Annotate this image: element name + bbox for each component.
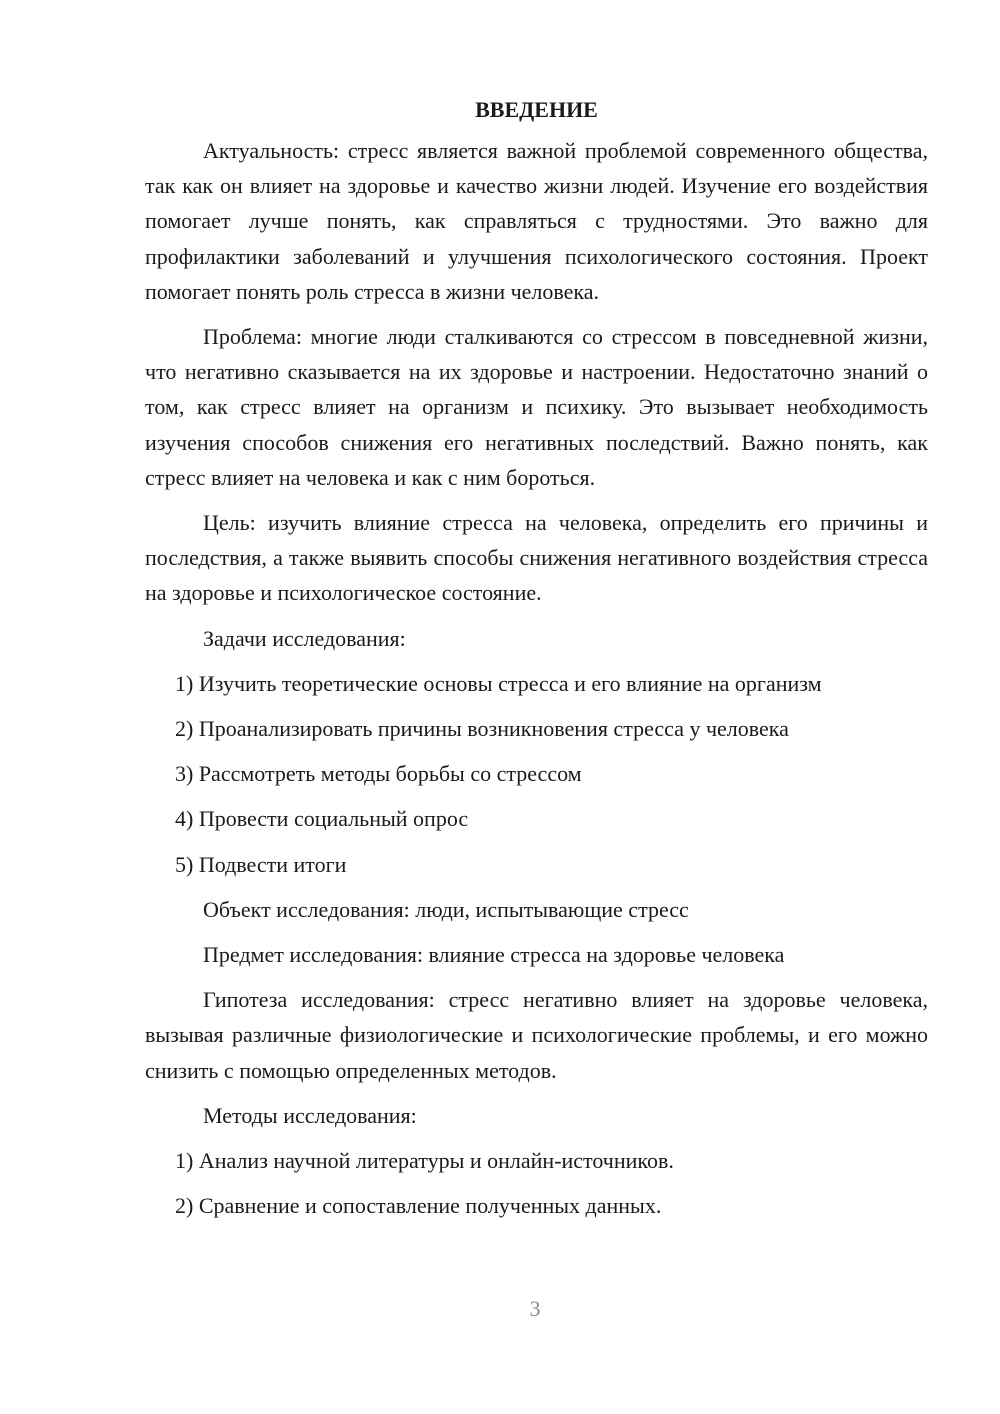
goal-paragraph: Цель: изучить влияние стресса на человека, определить его причины и последствия, а также выявить способы снижения негативного воздействия стресса на здоровье и психологическое состояние. xyxy=(145,510,928,606)
method-item: 2) Сравнение и сопоставление полученных данных. xyxy=(175,1193,662,1219)
task-item: 2) Проанализировать причины возникновения стресса у человека xyxy=(175,716,789,742)
object-line: Объект исследования: люди, испытывающие стресс xyxy=(203,896,689,922)
task-item: 4) Провести социальный опрос xyxy=(175,806,469,832)
tasks-label: Задачи исследования: xyxy=(203,625,406,651)
problem-paragraph: Проблема: многие люди сталкиваются со стрессом в повседневной жизни, что негативно сказывается на их здоровье и настроении. Недостаточно знаний о том, как стресс влияет на организм и психику. Это вызывает необходимость изучения способов снижения его негативных последствий. Важно понять, как стресс влияет на человека и как с ним бороться. xyxy=(145,324,928,490)
method-item: 1) Анализ научной литературы и онлайн-источников. xyxy=(175,1148,674,1174)
methods-list xyxy=(145,1143,928,1223)
relevance-paragraph: Актуальность: стресс является важной проблемой современного общества, так как он влияет на здоровье и качество жизни людей. Изучение его воздействия помогает лучше понять, как справляться с трудностями. Это важно для профилактики заболеваний и улучшения психологического состояния. Проект помогает понять роль стресса в жизни человека. xyxy=(145,138,928,304)
page-content xyxy=(145,92,928,1233)
hypothesis-paragraph: Гипотеза исследования: стресс негативно влияет на здоровье человека, вызывая различные физиологические и психологические проблемы, и его можно снизить с помощью определенных методов. xyxy=(145,987,928,1083)
section-heading: ВВЕДЕНИЕ xyxy=(475,97,598,122)
page-number: 3 xyxy=(529,1296,541,1321)
task-item: 1) Изучить теоретические основы стресса и его влияние на организм xyxy=(175,670,822,696)
methods-label: Методы исследования: xyxy=(203,1102,417,1128)
subject-line: Предмет исследования: влияние стресса на здоровье человека xyxy=(203,942,785,968)
task-item: 3) Рассмотреть методы борьбы со стрессом xyxy=(175,761,582,787)
tasks-list xyxy=(145,666,928,882)
task-item: 5) Подвести итоги xyxy=(175,851,347,877)
